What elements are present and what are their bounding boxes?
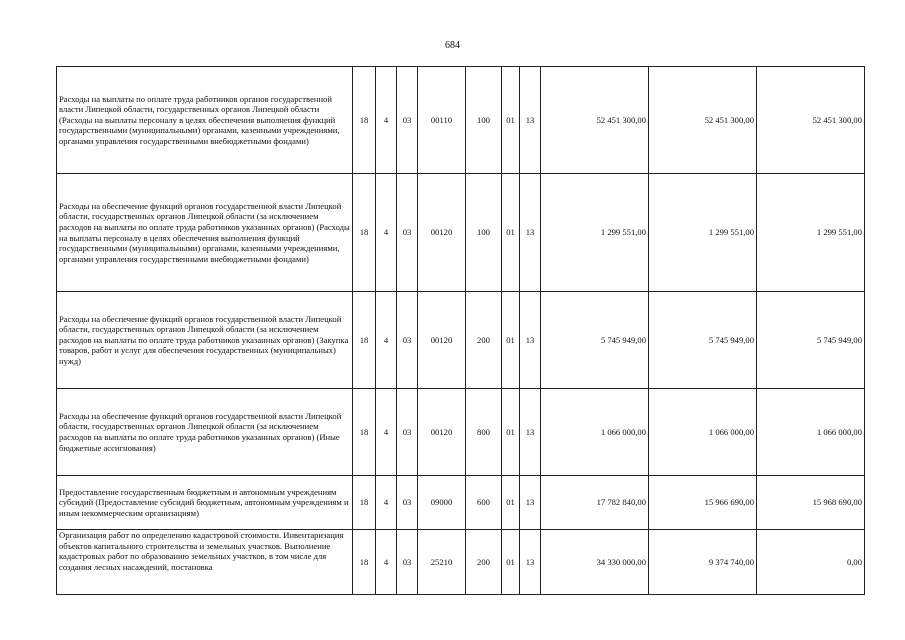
row-description: Расходы на обеспечение функций органов государственной власти Липецкой области, государственных органов Липецкой области (за исключением расходов на выплаты по оплате труда работников указанных органов) (Закупка товаров, работ и услуг для обеспечения государственных (муниципальных) нужд) — [57, 292, 353, 389]
code-cell: 18 — [353, 530, 376, 595]
code-cell: 25210 — [418, 530, 466, 595]
code-cell: 800 — [466, 389, 502, 476]
code-cell: 13 — [520, 389, 541, 476]
code-cell: 13 — [520, 530, 541, 595]
amount-cell: 1 066 000,00 — [649, 389, 757, 476]
code-cell: 4 — [376, 292, 397, 389]
code-cell: 03 — [397, 389, 418, 476]
code-cell: 13 — [520, 476, 541, 530]
code-cell: 00120 — [418, 389, 466, 476]
code-cell: 200 — [466, 292, 502, 389]
row-description-cell — [57, 530, 353, 595]
code-cell: 03 — [397, 530, 418, 595]
amount-cell: 1 066 000,00 — [541, 389, 649, 476]
amount-cell: 5 745 949,00 — [649, 292, 757, 389]
amount-cell: 15 966 690,00 — [649, 476, 757, 530]
code-cell: 18 — [353, 476, 376, 530]
code-cell: 03 — [397, 292, 418, 389]
code-cell: 01 — [502, 292, 520, 389]
code-cell: 4 — [376, 174, 397, 292]
amount-cell: 52 451 300,00 — [757, 67, 865, 174]
budget-table — [56, 66, 865, 595]
code-cell: 01 — [502, 67, 520, 174]
row-description: Расходы на выплаты по оплате труда работников органов государственной власти Липецкой области, государственных органов Липецкой области (Расходы на выплаты персоналу в целях обеспечения выполнения функций государственными (муниципальными) органами, казенными учреждениями, органами управления государственными внебюджетными фондами) — [57, 67, 353, 174]
table-row — [57, 292, 865, 389]
code-cell: 01 — [502, 476, 520, 530]
code-cell: 00120 — [418, 174, 466, 292]
code-cell: 00120 — [418, 292, 466, 389]
code-cell: 03 — [397, 174, 418, 292]
code-cell: 13 — [520, 174, 541, 292]
code-cell: 4 — [376, 389, 397, 476]
code-cell: 4 — [376, 67, 397, 174]
amount-cell: 17 782 840,00 — [541, 476, 649, 530]
code-cell: 200 — [466, 530, 502, 595]
amount-cell: 15 968 690,00 — [757, 476, 865, 530]
table-row — [57, 476, 865, 530]
code-cell: 01 — [502, 389, 520, 476]
table-row — [57, 530, 865, 595]
amount-cell: 52 451 300,00 — [649, 67, 757, 174]
code-cell: 4 — [376, 530, 397, 595]
code-cell: 00110 — [418, 67, 466, 174]
code-cell: 18 — [353, 67, 376, 174]
table-row — [57, 67, 865, 174]
code-cell: 600 — [466, 476, 502, 530]
amount-cell: 0,00 — [757, 530, 865, 595]
row-description: Расходы на обеспечение функций органов государственной власти Липецкой области, государственных органов Липецкой области (за исключением расходов на выплаты по оплате труда работников указанных органов) (Иные бюджетные ассигнования) — [57, 389, 353, 476]
code-cell: 100 — [466, 67, 502, 174]
amount-cell: 1 066 000,00 — [757, 389, 865, 476]
amount-cell: 1 299 551,00 — [757, 174, 865, 292]
code-cell: 09000 — [418, 476, 466, 530]
code-cell: 13 — [520, 67, 541, 174]
amount-cell: 1 299 551,00 — [541, 174, 649, 292]
code-cell: 100 — [466, 174, 502, 292]
row-description: Расходы на обеспечение функций органов государственной власти Липецкой области, государственных органов Липецкой области (за исключением расходов на выплаты по оплате труда работников указанных органов) (Расходы на выплаты персоналу в целях обеспечения выполнения функций государственными (муниципальными) органами, казенными учреждениями, органами управления государственными внебюджетными фондами) — [57, 174, 353, 292]
amount-cell: 34 330 000,00 — [541, 530, 649, 595]
table-row — [57, 174, 865, 292]
amount-cell: 5 745 949,00 — [541, 292, 649, 389]
code-cell: 18 — [353, 292, 376, 389]
code-cell: 13 — [520, 292, 541, 389]
code-cell: 18 — [353, 174, 376, 292]
row-description: Предоставление государственным бюджетным и автономным учреждениям субсидий (Предоставление субсидий бюджетным, автономным учреждениям и иным некоммерческим организациям) — [57, 476, 353, 530]
code-cell: 03 — [397, 476, 418, 530]
amount-cell: 52 451 300,00 — [541, 67, 649, 174]
amount-cell: 9 374 740,00 — [649, 530, 757, 595]
code-cell: 4 — [376, 476, 397, 530]
code-cell: 01 — [502, 530, 520, 595]
row-description: Организация работ по определению кадастровой стоимости. Инвентаризация объектов капитального строительства и земельных участков. Выполнение кадастровых работ по образованию земельных участков, в том числе для создания лесных насаждений, постановка — [59, 530, 344, 572]
amount-cell: 1 299 551,00 — [649, 174, 757, 292]
page-number: 684 — [445, 40, 460, 51]
code-cell: 03 — [397, 67, 418, 174]
code-cell: 01 — [502, 174, 520, 292]
amount-cell: 5 745 949,00 — [757, 292, 865, 389]
code-cell: 18 — [353, 389, 376, 476]
table-row — [57, 389, 865, 476]
